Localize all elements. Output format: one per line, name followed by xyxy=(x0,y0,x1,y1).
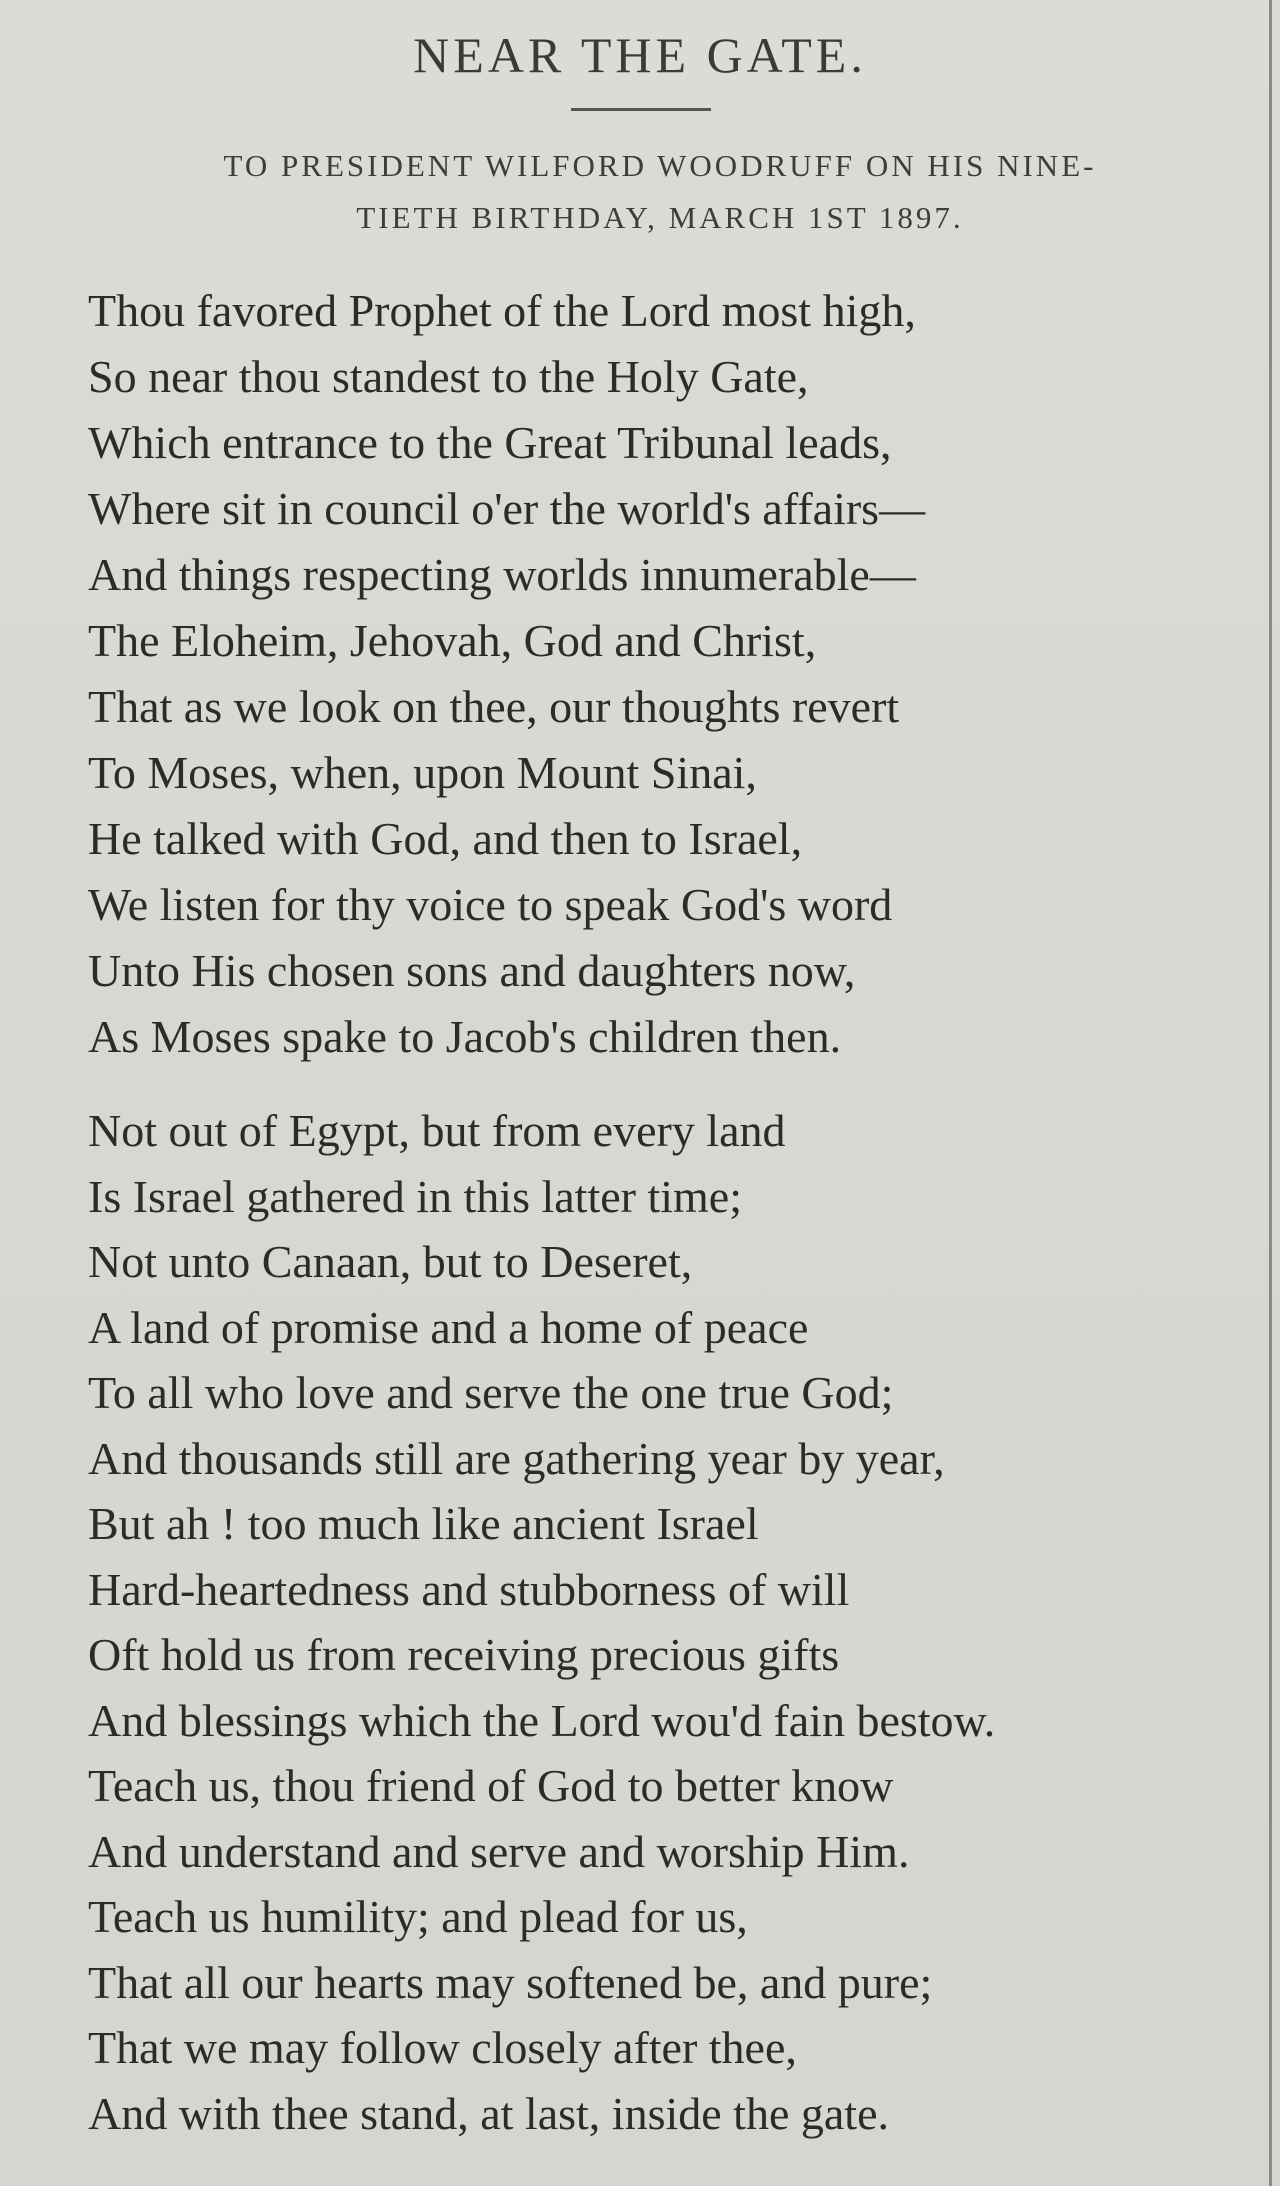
verse-line: As Moses spake to Jacob's children then. xyxy=(88,1011,842,1062)
verse-line: Teach us humility; and plead for us, xyxy=(88,1891,748,1942)
title-divider xyxy=(571,108,711,111)
dedication-line: TIETH BIRTHDAY, MARCH 1ST 1897. xyxy=(356,200,964,235)
verse-line: And thousands still are gathering year by year, xyxy=(88,1432,945,1484)
verse-line: Teach us, thou friend of God to better know xyxy=(88,1760,894,1811)
verse-line: The Eloheim, Jehovah, God and Christ, xyxy=(88,615,817,666)
verse-line: Thou favored Prophet of the Lord most high, xyxy=(88,285,916,336)
verse-line: Not out of Egypt, but from every land xyxy=(88,1105,786,1156)
verse-line: Is Israel gathered in this latter time; xyxy=(88,1170,742,1222)
verse-line: To all who love and serve the one true God; xyxy=(88,1367,894,1418)
verse-line: Oft hold us from receiving precious gifts xyxy=(88,1629,840,1680)
verse-line: Which entrance to the Great Tribunal leads, xyxy=(88,417,892,468)
verse-line: A land of promise and a home of peace xyxy=(88,1301,809,1353)
stanza-1 xyxy=(88,278,1248,1070)
verse-line: That as we look on thee, our thoughts revert xyxy=(88,681,900,732)
verse-line: And blessings which the Lord wou'd fain bestow. xyxy=(88,1694,996,1746)
verse-line: So near thou standest to the Holy Gate, xyxy=(88,351,809,402)
dedication xyxy=(80,140,1240,244)
verse-line: Unto His chosen sons and daughters now, xyxy=(88,945,856,996)
verse-line: That we may follow closely after thee, xyxy=(88,2022,797,2073)
verse-line: We listen for thy voice to speak God's word xyxy=(88,879,893,930)
verse-line: Hard-heartedness and stubborness of will xyxy=(88,1563,850,1615)
verse-line: But ah ! too much like ancient Israel xyxy=(88,1498,759,1549)
verse-line: Where sit in council o'er the world's affairs— xyxy=(88,483,926,534)
poem-title: NEAR THE GATE. xyxy=(413,27,867,83)
verse-line: Not unto Canaan, but to Deseret, xyxy=(88,1236,693,1287)
column-rule xyxy=(1269,0,1272,2186)
dedication-line: TO PRESIDENT WILFORD WOODRUFF ON HIS NINE- xyxy=(223,148,1097,183)
verse-line: He talked with God, and then to Israel, xyxy=(88,813,803,864)
verse-line: And understand and serve and worship Him. xyxy=(88,1825,910,1877)
verse-line: That all our hearts may softened be, and pure; xyxy=(88,1956,933,2008)
verse-line: And things respecting worlds innumerable— xyxy=(88,549,916,600)
stanza-2 xyxy=(88,1098,1248,2146)
verse-line: And with thee stand, at last, inside the gate. xyxy=(88,2087,889,2139)
verse-line: To Moses, when, upon Mount Sinai, xyxy=(88,747,757,798)
